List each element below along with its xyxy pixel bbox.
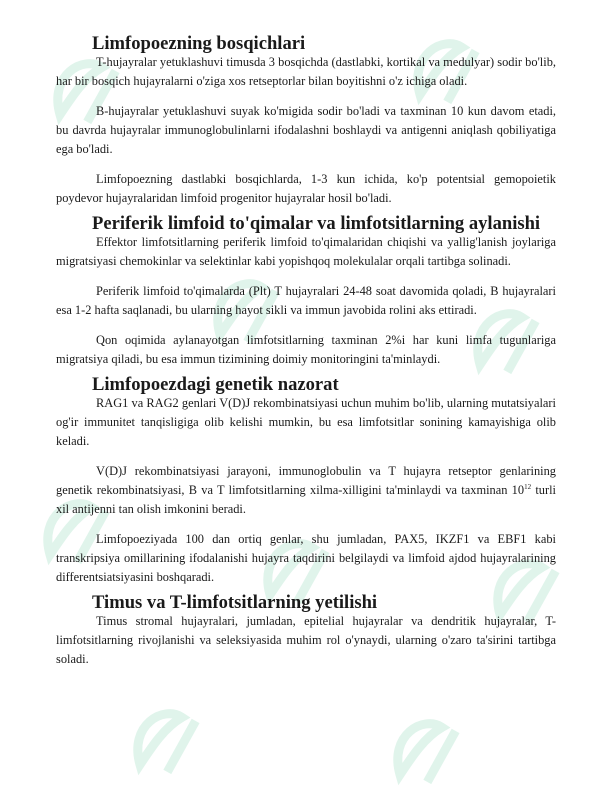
paragraph-text-tail: turli xil antijenni tan olish imkonini beradi. bbox=[56, 483, 556, 516]
paragraph: Limfopoeziyada 100 dan ortiq genlar, shu jumladan, PAX5, IKZF1 va EBF1 kabi transkripsiya omillarining ifodalanishi hujayra taqdirini belgilaydi va limfoid ajdod hujayralarining differentsiatsiyasini boshqaradi. bbox=[56, 532, 556, 584]
document-page bbox=[56, 34, 556, 669]
paragraph: B-hujayralar yetuklashuvi suyak ko'migida sodir bo'ladi va taxminan 10 kun davom etadi, bu davrda hujayralar immunoglobulinlarni ifodalashni boshlaydi va antigenni aniqlash qobiliyatiga ega bo'ladi. bbox=[56, 104, 556, 156]
exponent: 12 bbox=[524, 482, 532, 491]
paragraph: Timus stromal hujayralari, jumladan, epitelial hujayralar va dendritik hujayralar, T-limfotsitlarning rivojlanishi va seleksiyasida muhim rol o'ynaydi, ularning o'zaro ta'sirini tartibga soladi. bbox=[56, 614, 556, 666]
paragraph-text: V(D)J rekombinatsiyasi jarayoni, immunoglobulin va T hujayra retseptor genlarining genetik rekombinatsiyasi, B va T limfotsitlarning xilma-xilligini ta'minlaydi va taxminan 10 bbox=[56, 464, 556, 497]
section-heading: Limfopoezning bosqichlari bbox=[92, 33, 306, 54]
paragraph: Effektor limfotsitlarning periferik limfoid to'qimalaridan chiqishi va yallig'lanish joylariga migratsiyasi chemokinlar va selektinlar kabi yopishqoq molekulalar orqali tartibga solinadi. bbox=[56, 235, 556, 268]
paragraph: T-hujayralar yetuklashuvi timusda 3 bosqichda (dastlabki, kortikal va medulyar) sodir bo'lib, har bir bosqich hujayralarni o'ziga xos retseptorlar bilan boyitishni o'z ichiga oladi. bbox=[56, 55, 556, 88]
paragraph: Qon oqimida aylanayotgan limfotsitlarning taxminan 2%i har kuni limfa tugunlariga migratsiya qiladi, bu esa immun tizimining doimiy monitoringini ta'minlaydi. bbox=[56, 333, 556, 366]
paragraph: Limfopoezning dastlabki bosqichlarda, 1-3 kun ichida, ko'p potentsial gemopoietik poydevor hujayralaridan limfoid progenitor hujayralar hosil bo'ladi. bbox=[56, 172, 556, 205]
paragraph: Periferik limfoid to'qimalarda (Plt) T hujayralari 24-48 soat davomida qoladi, B hujayralari esa 1-2 hafta saqlanadi, bu ularning hayot sikli va immun javobida rolini aks ettiradi. bbox=[56, 284, 556, 317]
leaf-logo-icon bbox=[123, 701, 210, 782]
section-heading: Limfopoezdagi genetik nazorat bbox=[92, 374, 339, 395]
leaf-logo-icon bbox=[383, 711, 470, 792]
paragraph bbox=[56, 462, 556, 519]
paragraph: RAG1 va RAG2 genlari V(D)J rekombinatsiyasi uchun muhim bo'lib, ularning mutatsiyalari og'ir immunitet tanqisligiga olib kelishi mumkin, bu esa limfotsitlar sonining kamayishiga olib keladi. bbox=[56, 396, 556, 448]
section-heading: Timus va T-limfotsitlarning yetilishi bbox=[92, 592, 378, 613]
section-heading: Periferik limfoid to'qimalar va limfotsitlarning aylanishi bbox=[92, 213, 541, 234]
